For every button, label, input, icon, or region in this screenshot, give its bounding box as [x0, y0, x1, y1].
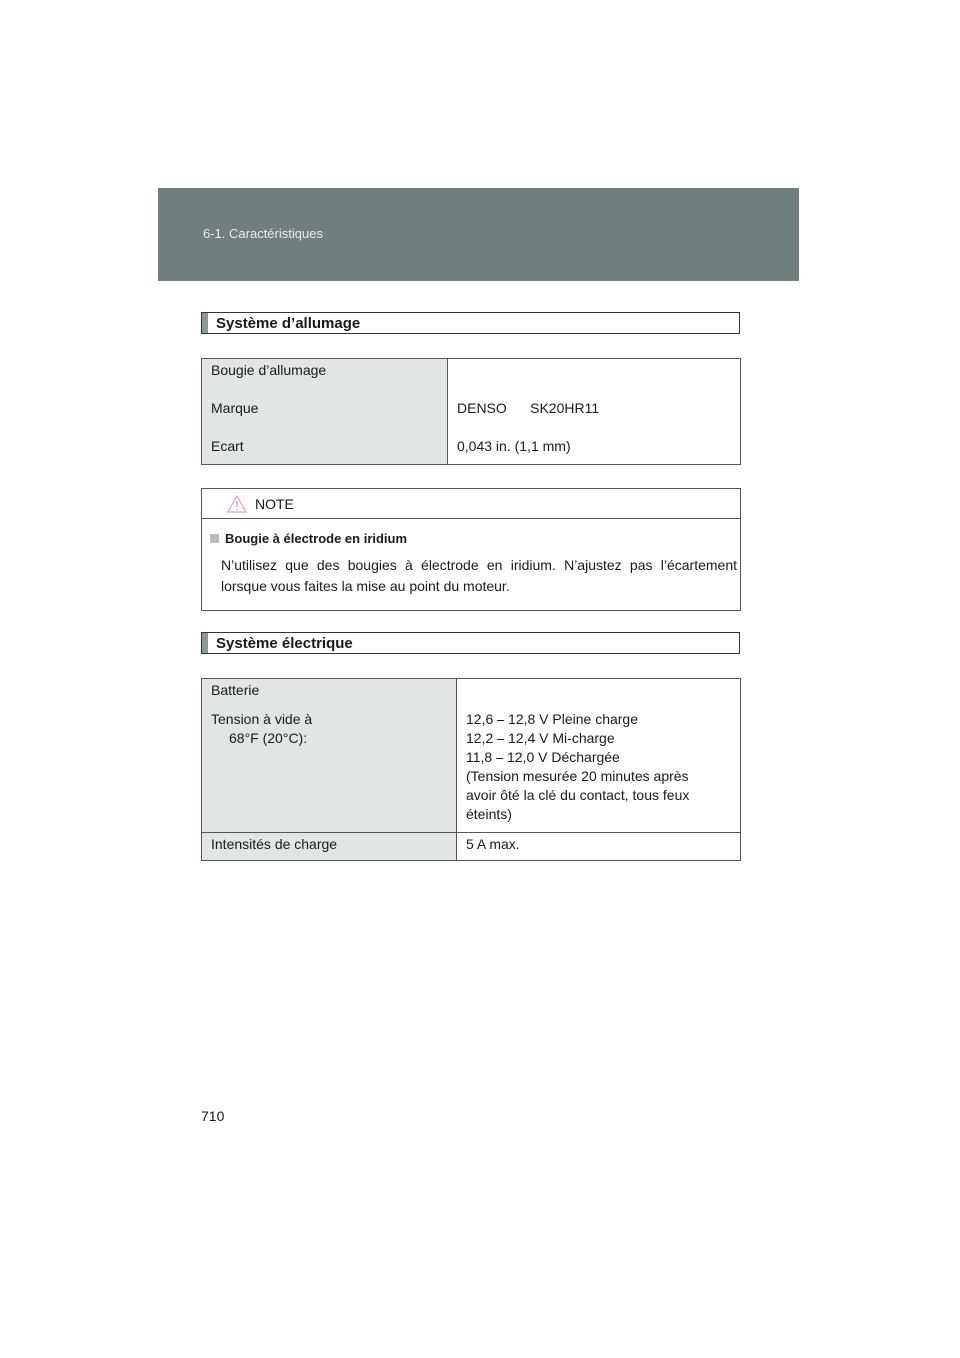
page-number: 710: [201, 1108, 225, 1124]
voltage-label-1: Tension à vide à: [211, 711, 313, 727]
title-accent-bar: [202, 633, 208, 653]
spark-plug-label: Bougie d’allumage: [211, 362, 327, 378]
voltage-value-line: éteints): [466, 806, 512, 822]
electrical-spec-table: [201, 678, 741, 861]
bullet-square-icon: [210, 534, 219, 543]
electrical-title: Système électrique: [216, 634, 353, 652]
battery-label-cell: [202, 679, 457, 833]
voltage-value-line: avoir ôté la clé du contact, tous feux: [466, 787, 690, 803]
ignition-spec-table: [201, 358, 741, 465]
note-box: [201, 488, 741, 611]
charge-label-cell: [202, 833, 457, 861]
note-header: [202, 489, 740, 519]
warning-triangle-icon: [227, 495, 247, 513]
gap-value: 0,043 in. (1,1 mm): [457, 438, 571, 454]
note-subtitle-row: [210, 531, 407, 546]
voltage-value-line: 12,6 ⎯ 12,8 V Pleine charge: [466, 711, 639, 727]
charge-value-cell: [457, 833, 741, 861]
note-subtitle: Bougie à électrode en iridium: [225, 531, 408, 546]
chapter-header: [158, 188, 799, 281]
voltage-value-line: 12,2 ⎯ 12,4 V Mi-charge: [466, 730, 615, 746]
ignition-title: Système d’allumage: [216, 314, 361, 332]
chapter-section: 6-1. Caractéristiques: [203, 226, 323, 241]
title-accent-bar: [202, 313, 208, 333]
ignition-section-title: [201, 312, 740, 334]
gap-label: Ecart: [211, 438, 244, 454]
voltage-label-2: 68°F (20°C):: [229, 730, 308, 746]
ignition-label-cell: [202, 359, 448, 465]
charge-value: 5 A max.: [466, 836, 520, 852]
electrical-section-title: [201, 632, 740, 654]
ignition-value-cell: [448, 359, 741, 465]
note-body: N’utilisez que des bougies à électrode en iridium. N’ajustez pas l’écartement lorsque vous faites la mise au point du moteur.: [221, 557, 737, 594]
voltage-value-line: 11,8 ⎯ 12,0 V Déchargée: [466, 749, 620, 765]
charge-label: Intensités de charge: [211, 836, 338, 852]
battery-value-cell: [457, 679, 741, 833]
brand-label: Marque: [211, 400, 259, 416]
brand-value: DENSO SK20HR11: [457, 400, 600, 416]
voltage-value-line: (Tension mesurée 20 minutes après: [466, 768, 689, 784]
note-heading: NOTE: [255, 495, 294, 512]
battery-label: Batterie: [211, 682, 260, 698]
